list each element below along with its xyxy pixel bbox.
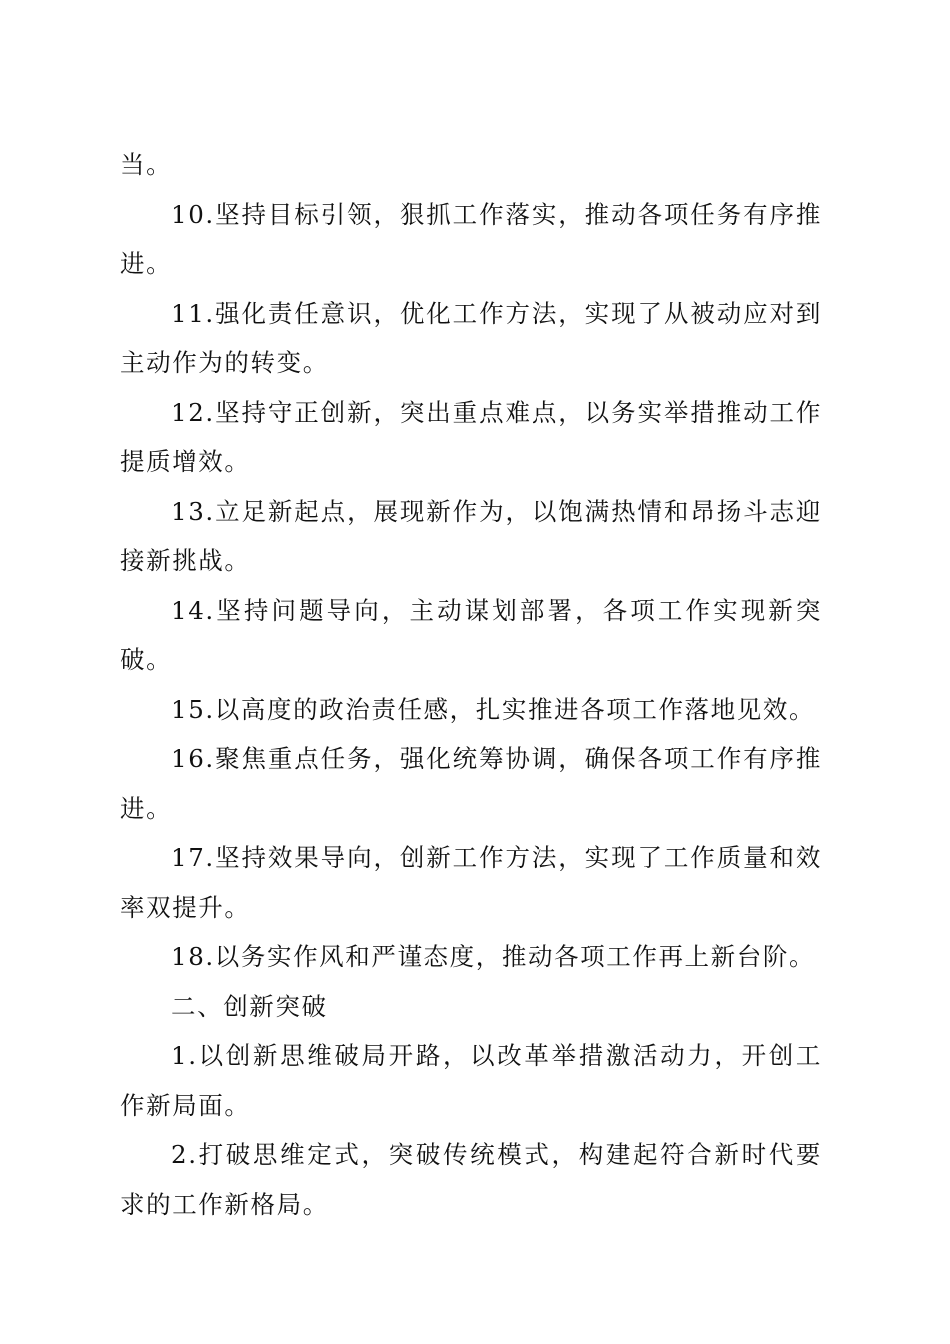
- paragraph-item-12: 12.坚持守正创新，突出重点难点，以务实举措推动工作提质增效。: [120, 397, 822, 476]
- paragraph-item-16: 16.聚焦重点任务，强化统筹协调，确保各项工作有序推进。: [120, 744, 822, 823]
- paragraph-item-10: 10.坚持目标引领，狠抓工作落实，推动各项任务有序推进。: [120, 199, 822, 278]
- paragraph-item-13: 13.立足新起点，展现新作为，以饱满热情和昂扬斗志迎接新挑战。: [120, 496, 822, 575]
- paragraph-item-1: 1.以创新思维破局开路，以改革举措激活动力，开创工作新局面。: [120, 1041, 822, 1120]
- paragraph-item-17: 17.坚持效果导向，创新工作方法，实现了工作质量和效率双提升。: [120, 843, 822, 922]
- paragraph-item-18: 18.以务实作风和严谨态度，推动各项工作再上新台阶。: [171, 942, 816, 971]
- section-heading: 二、创新突破: [171, 991, 328, 1021]
- paragraph-continuation: 当。: [120, 150, 173, 179]
- paragraph-item-14: 14.坚持问题导向，主动谋划部署，各项工作实现新突破。: [120, 595, 822, 674]
- paragraph-item-15: 15.以高度的政治责任感，扎实推进各项工作落地见效。: [171, 694, 816, 724]
- paragraph-item-2: 2.打破思维定式，突破传统模式，构建起符合新时代要求的工作新格局。: [120, 1140, 822, 1219]
- paragraph-item-11: 11.强化责任意识，优化工作方法，实现了从被动应对到主动作为的转变。: [120, 298, 822, 377]
- document-body: [120, 140, 822, 1229]
